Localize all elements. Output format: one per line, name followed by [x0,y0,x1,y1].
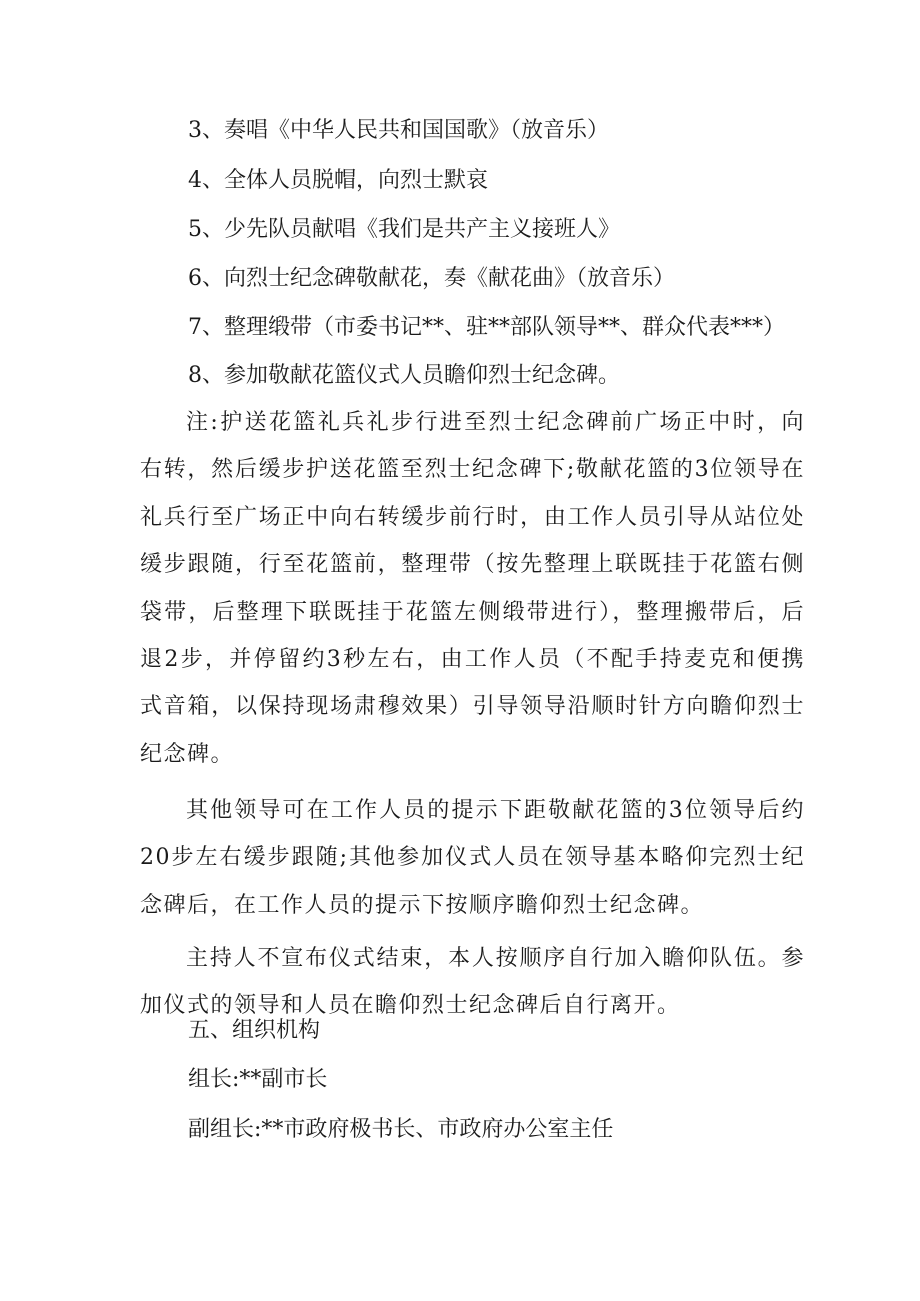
list-item: 6、向烈士纪念碑敬献花，奏《献花曲》（放音乐） [188,266,675,291]
list-item: 7、整理缎带（市委书记**、驻**部队领导**、群众代表***） [188,315,785,340]
section-title: 五、组织机构 [188,1018,321,1043]
list-item: 8、参加敬献花篮仪式人员瞻仰烈士纪念碑。 [188,363,620,388]
note-paragraph: 注:护送花篮礼兵礼步行进至烈士纪念碑前广场正中时，向右转，然后缓步护送花篮至烈士纪念碑下;敬献花篮的3位领导在礼兵行至广场正中向右转缓步前行时，由工作人员引导从站位处缓步跟随，行至花篮前，整理带（按先整理上联既挂于花篮右侧袋带，后整理下联既挂于花篮左侧缎带进行），整理搬带后，后退2步，并停留约3秒左右，由工作人员（不配手持麦克和便携式音箱，以保持现场肃穆效果）引导领导沿顺时针方向瞻仰烈士纪念碑。 [140,410,805,767]
leader-line: 组长:**副市长 [188,1067,328,1092]
list-item: 4、全体人员脱帽，向烈士默哀 [188,168,488,193]
list-item: 3、奏唱《中华人民共和国国歌》（放音乐） [188,118,609,143]
others-paragraph: 其他领导可在工作人员的提示下距敬献花篮的3位领导后约20步左右缓步跟随;其他参加仪式人员在领导基本略仰完烈士纪念碑后，在工作人员的提示下按顺序瞻仰烈士纪念碑。 [140,798,805,918]
deputy-leader-line: 副组长:**市政府极书长、市政府办公室主任 [188,1117,614,1142]
host-paragraph: 主持人不宣布仪式结束，本人按顺序自行加入瞻仰队伍。参加仪式的领导和人员在瞻仰烈士纪念碑后自行离开。 [140,946,805,1019]
list-item: 5、少先队员献唱《我们是共产主义接班人》 [188,217,620,242]
